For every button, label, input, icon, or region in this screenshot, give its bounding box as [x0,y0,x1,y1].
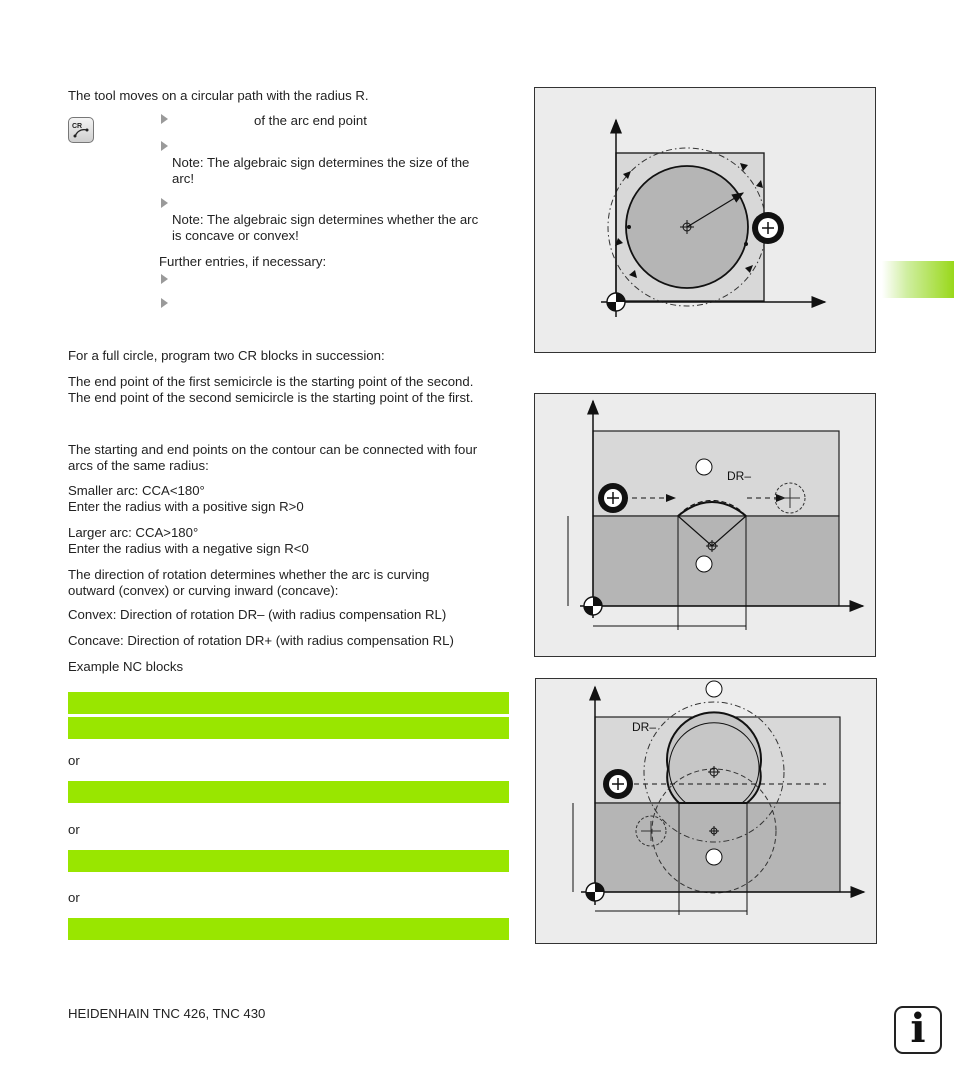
info-glyph: i [910,1005,926,1052]
four-arcs-line1: The starting and end points on the contour can be connected with four [68,442,478,457]
tool-cutter-icon [752,212,784,244]
larger-arc-line1: Larger arc: CCA>180° [68,525,199,540]
or-label: or [68,822,80,837]
direction-line2: outward (convex) or curving inward (concave): [68,583,339,598]
cr-key-label: CR [72,123,83,130]
or-label: or [68,753,80,768]
info-icon [894,1006,942,1054]
note-size-line2: arc! [172,171,194,186]
dr-minus-label: DR– [632,720,657,734]
nc-block-bar [68,717,509,739]
bullet-arc-end-point: of the arc end point [254,113,367,128]
semicircle-line2: The end point of the second semicircle is the starting point of the first. [68,390,474,405]
figure-full-circle [534,87,876,353]
convex-text: Convex: Direction of rotation DR– (with radius compensation RL) [68,607,447,622]
triangle-bullet-icon [161,141,168,151]
chapter-tab [882,261,954,298]
footer-text: HEIDENHAIN TNC 426, TNC 430 [68,1006,266,1021]
intro-text: The tool moves on a circular path with the radius R. [68,88,369,103]
concave-text: Concave: Direction of rotation DR+ (with radius compensation RL) [68,633,454,648]
direction-line1: The direction of rotation determines whether the arc is curving [68,567,430,582]
triangle-bullet-icon [161,114,168,124]
or-label: or [68,890,80,905]
nc-block-bar [68,692,509,714]
full-circle-text: For a full circle, program two CR blocks in succession: [68,348,385,363]
note-size-line1: Note: The algebraic sign determines the size of the [172,155,470,170]
smaller-arc-line2: Enter the radius with a positive sign R>0 [68,499,304,514]
example-heading: Example NC blocks [68,659,184,674]
smaller-arc-line1: Smaller arc: CCA<180° [68,483,205,498]
triangle-bullet-icon [161,274,168,284]
figure-arcs-convex [534,393,876,657]
triangle-bullet-icon [161,198,168,208]
semicircle-line1: The end point of the first semicircle is the starting point of the second. [68,374,474,389]
nc-block-bar [68,781,509,803]
figure-arcs-large [535,678,877,944]
four-arcs-line2: arcs of the same radius: [68,458,209,473]
triangle-bullet-icon [161,298,168,308]
nc-block-bar [68,918,509,940]
nc-block-bar [68,850,509,872]
further-entries: Further entries, if necessary: [159,254,327,269]
note-concave-line2: is concave or convex! [172,228,299,243]
dr-minus-label: DR– [727,469,752,483]
note-concave-line1: Note: The algebraic sign determines whether the arc [172,212,479,227]
cr-key-icon [68,117,94,143]
larger-arc-line2: Enter the radius with a negative sign R<0 [68,541,309,556]
